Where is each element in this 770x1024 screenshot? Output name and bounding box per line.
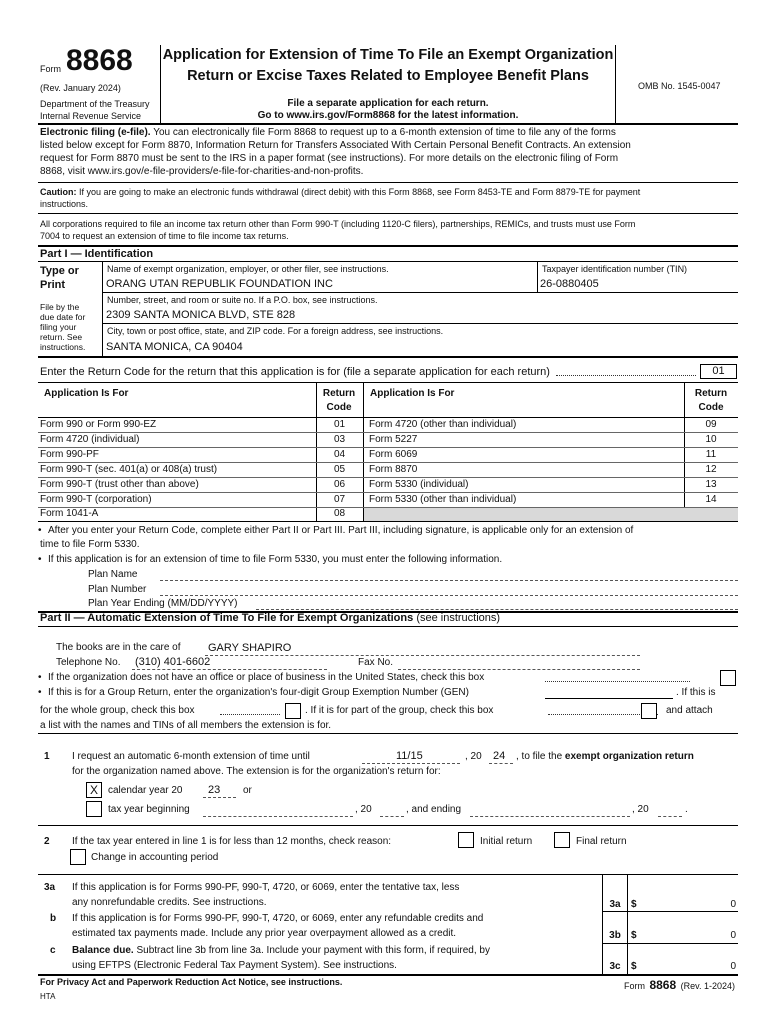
change-accounting-label: Change in accounting period (91, 852, 219, 863)
table-row-form: Form 990-T (corporation) (40, 494, 152, 505)
table-row-code: 08 (333, 508, 346, 519)
efile-text-3: request for Form 8870 must be sent to the IRS in a paper format (see instructions). For more details on the electronic filing of Form (40, 153, 619, 164)
note-part-choice-2: time to file Form 5330. (40, 539, 140, 550)
no-office-checkbox[interactable] (720, 670, 736, 686)
final-return-checkbox[interactable] (554, 832, 570, 848)
whole-group-text: for the whole group, check this box (40, 705, 195, 716)
table-row-form: Form 4720 (individual) (40, 434, 140, 445)
table-row-code: 13 (705, 479, 717, 490)
part-group-checkbox[interactable] (641, 703, 657, 719)
table-row-form: Form 990-T (sec. 401(a) or 408(a) trust) (40, 464, 218, 475)
street-label: Number, street, and room or suite no. If a P.O. box, see instructions. (107, 295, 378, 305)
table-row-code: 12 (705, 464, 717, 475)
line3a-box: 3a (609, 899, 621, 910)
note-form5330: • If this application is for an extension of time to file Form 5330, you must enter the following information. (38, 554, 502, 565)
part2-title-note: (see instructions) (416, 612, 501, 624)
line1-text: I request an automatic 6-month extension of time until (72, 751, 310, 762)
line3a-number: 3a (44, 882, 56, 893)
table-row-form: Form 1041-A (40, 508, 99, 519)
table-row-form: Form 6069 (369, 449, 418, 460)
file-by-5: instructions. (40, 342, 86, 352)
return-code-prompt: Enter the Return Code for the return that this application is for (file a separate application for each return) (40, 366, 550, 378)
file-by-2: due date for (40, 312, 86, 322)
table-row-code: 05 (333, 464, 346, 475)
line1-text-2: for the organization named above. The extension is for the organization's return for: (72, 766, 441, 777)
separate-app-note: File a separate application for each return. (287, 98, 489, 109)
table-row-form: Form 8870 (369, 464, 418, 475)
table-header-code-left: Code (326, 402, 352, 413)
caution-heading: Caution: (40, 187, 77, 197)
line3c-text-1: Subtract line 3b from line 3a. Include your payment with this form, if required, by (136, 945, 490, 956)
corp-text-1: All corporations required to file an income tax return other than Form 990-T (including 1120-C filers), partnerships, REMICs, and trusts must use Form (40, 219, 636, 229)
table-header-return-right: Return (694, 388, 728, 399)
line3a-text-1: If this application is for Forms 990-PF, 990-T, 4720, or 6069, enter the tentative tax, less (72, 882, 460, 893)
books-care-label: The books are in the care of (56, 642, 181, 653)
calendar-year-field[interactable]: 23 (208, 784, 221, 796)
final-return-label: Final return (576, 836, 627, 847)
street-field[interactable]: 2309 SANTA MONICA BLVD, STE 828 (106, 309, 296, 321)
tin-field[interactable]: 26-0880405 (540, 278, 599, 290)
and-attach-text: and attach (666, 705, 713, 716)
file-by-1: File by the (40, 302, 80, 312)
line1-bold: exempt organization return (564, 751, 694, 762)
group-return-text-end: . If this is (676, 687, 716, 698)
table-row-form: Form 990-PF (40, 449, 99, 460)
extension-year-field[interactable]: 24 (493, 750, 506, 762)
line3a-amount[interactable]: 0 (730, 899, 736, 910)
line1-number: 1 (44, 751, 50, 762)
calendar-year-checkbox[interactable]: X (86, 782, 102, 798)
line2-text: If the tax year entered in line 1 is for less than 12 months, check reason: (72, 836, 392, 847)
print-label: Print (40, 279, 66, 291)
extension-date-field[interactable]: 11/15 (396, 750, 423, 762)
line1-twenty: , 20 (465, 751, 482, 762)
table-header-return-left: Return (322, 388, 356, 399)
table-row-code: 14 (705, 494, 717, 505)
change-accounting-checkbox[interactable] (70, 849, 86, 865)
form-title-line1: Application for Extension of Time To File an Exempt Organization (162, 47, 614, 63)
plan-name-label: Plan Name (88, 569, 138, 580)
or-label: or (243, 785, 252, 796)
file-by-3: filing your (40, 322, 77, 332)
table-row-code: 04 (333, 449, 346, 460)
tax-year-checkbox[interactable] (86, 801, 102, 817)
line3c-number: c (50, 945, 56, 956)
caution-text-2: instructions. (40, 199, 89, 209)
tin-label: Taxpayer identification number (TIN) (542, 264, 688, 274)
line2-number: 2 (44, 836, 50, 847)
and-ending-label: , and ending (406, 804, 462, 815)
part-group-text: . If it is for part of the group, check this box (305, 705, 494, 716)
efile-text-4: 8868, visit www.irs.gov/e-file-providers/e-file-for-charities-and-non-profits. (40, 166, 364, 177)
ending-twenty: , 20 (632, 804, 649, 815)
initial-return-checkbox[interactable] (458, 832, 474, 848)
calendar-year-label: calendar year 20 (108, 785, 183, 796)
efile-text-2: listed below except for Form 8870, Information Return for Transfers Associated With Certain Personal Benefit Contracts. An extension (40, 140, 631, 151)
line3b-text-2: estimated tax payments made. Include any prior year overpayment allowed as a credit. (72, 928, 457, 939)
dept-treasury: Department of the Treasury (40, 99, 150, 109)
table-header-app-right: Application Is For (370, 388, 455, 399)
privacy-notice: For Privacy Act and Paperwork Reduction Act Notice, see instructions. (40, 977, 343, 987)
tax-year-twenty: , 20 (355, 804, 372, 815)
table-row-form: Form 990 or Form 990-EZ (40, 419, 157, 430)
tax-year-label: tax year beginning (108, 804, 190, 815)
line3c-box: 3c (609, 961, 621, 972)
table-row-code: 01 (333, 419, 346, 430)
corp-text-2: 7004 to request an extension of time to file income tax returns. (40, 231, 289, 241)
footer-form-number: 8868 (649, 978, 677, 992)
line1-after: , to file the (516, 751, 563, 762)
return-code-field[interactable]: 01 (700, 364, 737, 379)
table-row-code: 06 (333, 479, 346, 490)
form-label: Form (40, 64, 61, 74)
table-row-form: Form 5227 (369, 434, 418, 445)
line3c-bold: Balance due. (72, 945, 134, 956)
table-row-code: 07 (333, 494, 346, 505)
table-header-code-right: Code (698, 402, 724, 413)
line3a-text-2: any nonrefundable credits. See instructions. (72, 897, 267, 908)
file-by-4: return. See (40, 332, 83, 342)
line3b-dollar: $ (631, 930, 637, 941)
fax-label: Fax No. (358, 657, 394, 668)
hta-label: HTA (40, 992, 56, 1001)
period-mark: . (685, 804, 688, 815)
table-row-code: 11 (705, 449, 717, 460)
table-row-code: 10 (705, 434, 717, 445)
city-field[interactable]: SANTA MONICA, CA 90404 (106, 341, 243, 353)
footer-form-label: Form (624, 981, 645, 991)
group-return-text: • If this is for a Group Return, enter the organization's four-digit Group Exemption Number (GEN) (38, 687, 469, 698)
efile-heading: Electronic filing (e-file). (40, 127, 151, 138)
line3a-dollar: $ (631, 899, 637, 910)
type-or-label: Type or (40, 265, 79, 277)
line3b-text-1: If this application is for Forms 990-PF, 990-T, 4720, or 6069, enter any refundable credits and (72, 913, 484, 924)
part1-title: Part I — Identification (40, 248, 154, 260)
line3c-text-2: using EFTPS (Electronic Federal Tax Payment System). See instructions. (72, 960, 397, 971)
table-row-form: Form 990-T (trust other than above) (40, 479, 199, 490)
note-part-choice-1: • After you enter your Return Code, complete either Part II or Part III. Part III, including signature, is applicable only for an extension of (38, 525, 633, 536)
members-list-text: a list with the names and TINs of all members the extension is for. (40, 720, 332, 731)
line3c-amount[interactable]: 0 (730, 961, 736, 972)
form-title-line2: Return or Excise Taxes Related to Employee Benefit Plans (187, 68, 589, 84)
line3b-number: b (50, 913, 57, 924)
omb-number: OMB No. 1545-0047 (638, 81, 721, 91)
line3b-box: 3b (609, 930, 621, 941)
latest-info-note: Go to www.irs.gov/Form8868 for the latest information. (257, 110, 519, 121)
telephone-label: Telephone No. (56, 657, 121, 668)
initial-return-label: Initial return (480, 836, 533, 847)
caution-text-1: If you are going to make an electronic funds withdrawal (direct debit) with this Form 8868, see Form 8453-TE and Form 8879-TE for payment (79, 187, 641, 197)
no-office-text: • If the organization does not have an office or place of business in the United States, check this box (38, 672, 484, 683)
org-name-field[interactable]: ORANG UTAN REPUBLIK FOUNDATION INC (106, 278, 333, 290)
footer-revision: (Rev. 1-2024) (680, 981, 735, 991)
table-header-app-left: Application Is For (44, 388, 129, 399)
org-name-label: Name of exempt organization, employer, or other filer, see instructions. (107, 264, 389, 274)
table-row-form: Form 5330 (individual) (369, 479, 469, 490)
table-row-form: Form 4720 (other than individual) (369, 419, 517, 430)
line3b-amount[interactable]: 0 (730, 930, 736, 941)
plan-year-label: Plan Year Ending (MM/DD/YYYY) (88, 598, 238, 609)
city-label: City, town or post office, state, and ZIP code. For a foreign address, see instructions. (107, 326, 444, 336)
file-by-note (40, 302, 85, 352)
whole-group-checkbox[interactable] (285, 703, 301, 719)
irs-name: Internal Revenue Service (40, 111, 142, 121)
table-row-code: 03 (333, 434, 346, 445)
table-row-form: Form 5330 (other than individual) (369, 494, 517, 505)
revision-date: (Rev. January 2024) (40, 83, 121, 93)
plan-number-label: Plan Number (88, 584, 147, 595)
table-row-code: 09 (705, 419, 717, 430)
telephone-field[interactable]: (310) 401-6602 (135, 656, 211, 668)
form-number: 8868 (66, 44, 133, 77)
part2-title: Part II — Automatic Extension of Time To File for Exempt Organizations (40, 612, 414, 624)
books-care-field[interactable]: GARY SHAPIRO (208, 642, 292, 654)
line3c-dollar: $ (631, 961, 637, 972)
efile-text-1: You can electronically file Form 8868 to request up to a 6-month extension of time to file any of the forms (153, 127, 616, 138)
